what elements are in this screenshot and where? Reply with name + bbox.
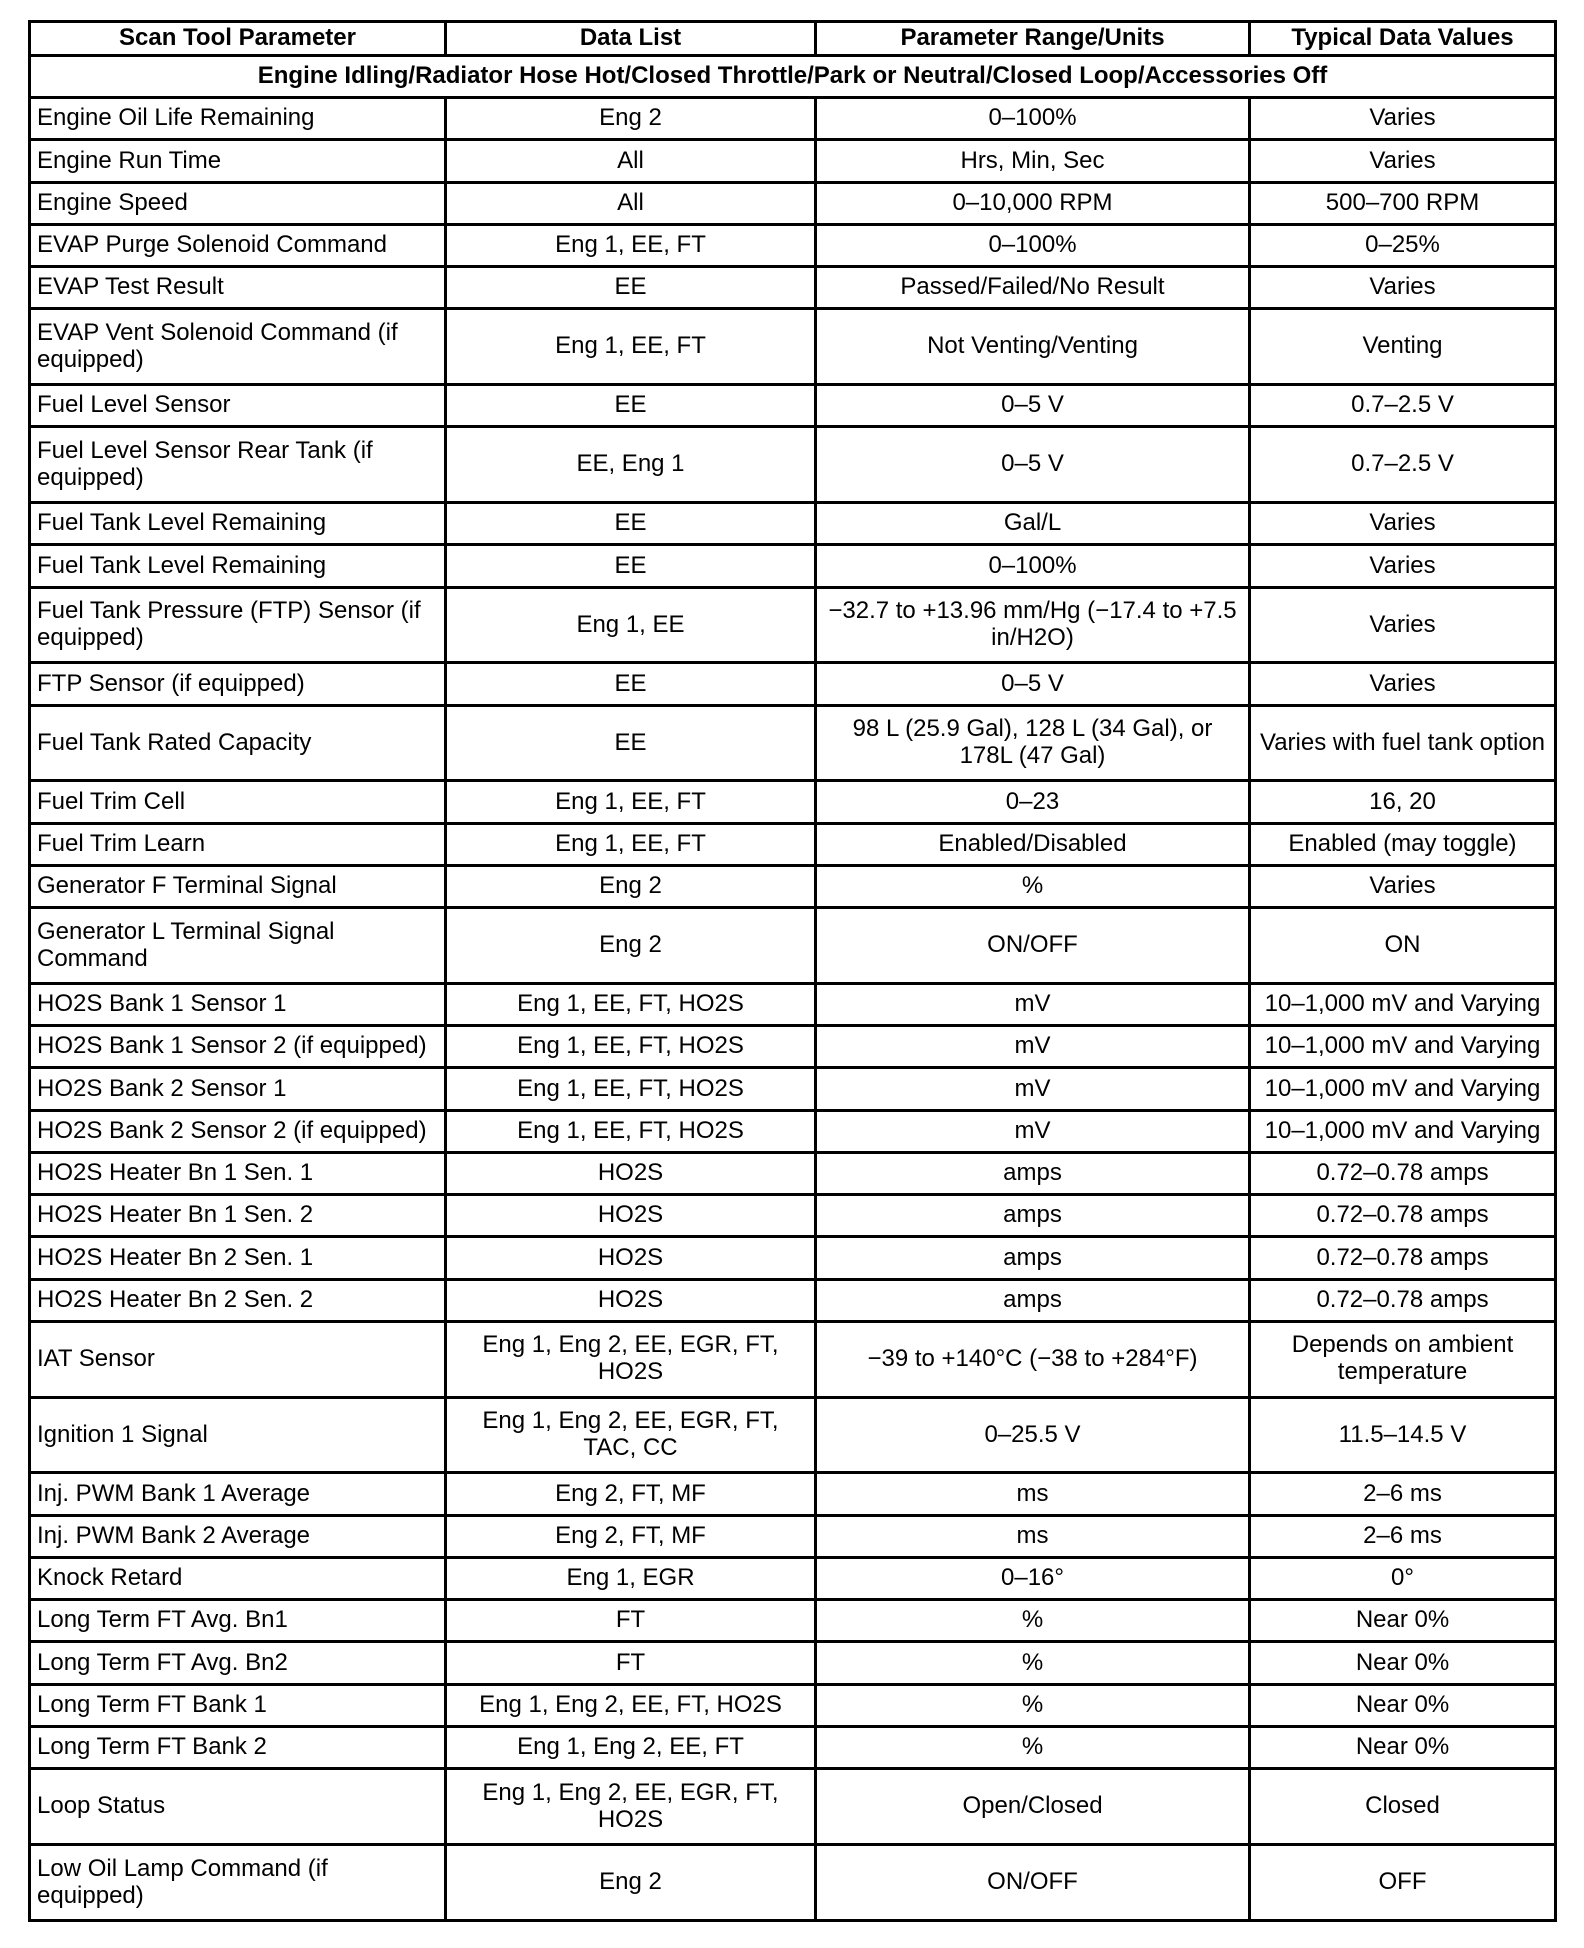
cell-scan-tool-parameter: HO2S Bank 1 Sensor 2 (if equipped): [30, 1026, 446, 1068]
cell-data-list: HO2S: [446, 1237, 816, 1279]
cell-parameter-range: ms: [816, 1515, 1250, 1557]
cell-data-list: Eng 2: [446, 865, 816, 907]
cell-parameter-range: 0–25.5 V: [816, 1397, 1250, 1473]
cell-data-list: Eng 1, EE, FT, HO2S: [446, 1068, 816, 1110]
table-row: [30, 1726, 1556, 1768]
cell-scan-tool-parameter: Knock Retard: [30, 1557, 446, 1599]
cell-scan-tool-parameter: Fuel Level Sensor Rear Tank (if equipped): [30, 427, 446, 503]
cell-typical-value: Varies: [1250, 98, 1556, 140]
table-row: [30, 781, 1556, 823]
cell-parameter-range: Gal/L: [816, 503, 1250, 545]
table-row: [30, 545, 1556, 587]
table-row: [30, 865, 1556, 907]
cell-scan-tool-parameter: Long Term FT Bank 2: [30, 1726, 446, 1768]
cell-typical-value: Closed: [1250, 1769, 1556, 1845]
cell-parameter-range: %: [816, 1600, 1250, 1642]
cell-data-list: Eng 1, EE, FT: [446, 224, 816, 266]
cell-parameter-range: Not Venting/Venting: [816, 309, 1250, 385]
table-row: [30, 385, 1556, 427]
cell-scan-tool-parameter: Engine Oil Life Remaining: [30, 98, 446, 140]
table-row: [30, 1397, 1556, 1473]
cell-scan-tool-parameter: HO2S Heater Bn 1 Sen. 1: [30, 1152, 446, 1194]
cell-parameter-range: amps: [816, 1195, 1250, 1237]
table-row: [30, 503, 1556, 545]
cell-scan-tool-parameter: Fuel Tank Pressure (FTP) Sensor (if equipped): [30, 587, 446, 663]
cell-typical-value: 10–1,000 mV and Varying: [1250, 1026, 1556, 1068]
cell-parameter-range: Open/Closed: [816, 1769, 1250, 1845]
cell-scan-tool-parameter: HO2S Heater Bn 2 Sen. 2: [30, 1279, 446, 1321]
cell-parameter-range: %: [816, 1726, 1250, 1768]
cell-data-list: EE, Eng 1: [446, 427, 816, 503]
cell-parameter-range: %: [816, 1642, 1250, 1684]
cell-data-list: HO2S: [446, 1152, 816, 1194]
cell-scan-tool-parameter: Engine Run Time: [30, 140, 446, 182]
table-row: [30, 140, 1556, 182]
cell-parameter-range: Passed/Failed/No Result: [816, 267, 1250, 309]
cell-typical-value: Varies: [1250, 587, 1556, 663]
table-row: [30, 1769, 1556, 1845]
column-header-scan-tool-parameter: Scan Tool Parameter: [30, 22, 446, 56]
cell-typical-value: Near 0%: [1250, 1684, 1556, 1726]
cell-typical-value: Depends on ambient temperature: [1250, 1321, 1556, 1397]
cell-scan-tool-parameter: HO2S Heater Bn 1 Sen. 2: [30, 1195, 446, 1237]
cell-parameter-range: 0–100%: [816, 98, 1250, 140]
cell-data-list: EE: [446, 663, 816, 705]
cell-data-list: EE: [446, 385, 816, 427]
cell-data-list: EE: [446, 705, 816, 781]
cell-scan-tool-parameter: Low Oil Lamp Command (if equipped): [30, 1845, 446, 1921]
cell-data-list: EE: [446, 503, 816, 545]
operating-condition-text: Engine Idling/Radiator Hose Hot/Closed Throttle/Park or Neutral/Closed Loop/Accessories Off: [30, 55, 1556, 97]
cell-typical-value: Varies: [1250, 267, 1556, 309]
table-row: [30, 1642, 1556, 1684]
cell-data-list: Eng 1, EE, FT, HO2S: [446, 1110, 816, 1152]
cell-data-list: Eng 1, EE, FT: [446, 309, 816, 385]
cell-parameter-range: 0–100%: [816, 545, 1250, 587]
cell-typical-value: Varies: [1250, 663, 1556, 705]
cell-typical-value: Varies: [1250, 545, 1556, 587]
cell-typical-value: 0.7–2.5 V: [1250, 385, 1556, 427]
cell-data-list: Eng 1, EE, FT, HO2S: [446, 983, 816, 1025]
cell-data-list: FT: [446, 1600, 816, 1642]
cell-parameter-range: 0–10,000 RPM: [816, 182, 1250, 224]
table-row: [30, 1845, 1556, 1921]
cell-typical-value: 10–1,000 mV and Varying: [1250, 1068, 1556, 1110]
table-row: [30, 587, 1556, 663]
scan-tool-data-table: [28, 20, 1557, 1922]
cell-scan-tool-parameter: HO2S Bank 1 Sensor 1: [30, 983, 446, 1025]
cell-data-list: Eng 1, EE, FT: [446, 823, 816, 865]
cell-data-list: Eng 1, EGR: [446, 1557, 816, 1599]
cell-typical-value: Near 0%: [1250, 1600, 1556, 1642]
cell-data-list: Eng 1, Eng 2, EE, FT, HO2S: [446, 1684, 816, 1726]
cell-typical-value: 0.72–0.78 amps: [1250, 1279, 1556, 1321]
cell-typical-value: ON: [1250, 908, 1556, 984]
table-row: [30, 908, 1556, 984]
cell-parameter-range: amps: [816, 1279, 1250, 1321]
cell-data-list: Eng 2: [446, 908, 816, 984]
table-body: [30, 55, 1556, 1920]
table-row: [30, 267, 1556, 309]
cell-typical-value: 0.72–0.78 amps: [1250, 1195, 1556, 1237]
cell-parameter-range: mV: [816, 1068, 1250, 1110]
cell-data-list: HO2S: [446, 1279, 816, 1321]
cell-parameter-range: −39 to +140°C (−38 to +284°F): [816, 1321, 1250, 1397]
cell-data-list: EE: [446, 267, 816, 309]
cell-typical-value: Enabled (may toggle): [1250, 823, 1556, 865]
cell-data-list: Eng 1, Eng 2, EE, EGR, FT, HO2S: [446, 1321, 816, 1397]
cell-data-list: Eng 2, FT, MF: [446, 1473, 816, 1515]
cell-typical-value: 2–6 ms: [1250, 1515, 1556, 1557]
cell-typical-value: Varies with fuel tank option: [1250, 705, 1556, 781]
cell-parameter-range: amps: [816, 1237, 1250, 1279]
table-row: [30, 663, 1556, 705]
cell-data-list: Eng 1, EE, FT: [446, 781, 816, 823]
column-header-parameter-range-units: Parameter Range/Units: [816, 22, 1250, 56]
cell-typical-value: 0°: [1250, 1557, 1556, 1599]
cell-typical-value: Varies: [1250, 865, 1556, 907]
cell-scan-tool-parameter: Fuel Level Sensor: [30, 385, 446, 427]
cell-typical-value: Near 0%: [1250, 1642, 1556, 1684]
cell-data-list: Eng 2: [446, 98, 816, 140]
cell-scan-tool-parameter: Ignition 1 Signal: [30, 1397, 446, 1473]
table-row: [30, 1068, 1556, 1110]
cell-parameter-range: %: [816, 1684, 1250, 1726]
cell-scan-tool-parameter: Inj. PWM Bank 1 Average: [30, 1473, 446, 1515]
table-row: [30, 1557, 1556, 1599]
cell-scan-tool-parameter: Fuel Tank Rated Capacity: [30, 705, 446, 781]
cell-scan-tool-parameter: FTP Sensor (if equipped): [30, 663, 446, 705]
cell-data-list: Eng 2: [446, 1845, 816, 1921]
column-header-data-list: Data List: [446, 22, 816, 56]
cell-data-list: All: [446, 140, 816, 182]
cell-typical-value: 500–700 RPM: [1250, 182, 1556, 224]
cell-scan-tool-parameter: HO2S Bank 2 Sensor 1: [30, 1068, 446, 1110]
table-row: [30, 182, 1556, 224]
cell-parameter-range: 0–5 V: [816, 385, 1250, 427]
cell-scan-tool-parameter: HO2S Heater Bn 2 Sen. 1: [30, 1237, 446, 1279]
cell-typical-value: Venting: [1250, 309, 1556, 385]
scan-tool-data-document: [28, 20, 1554, 1922]
cell-scan-tool-parameter: Engine Speed: [30, 182, 446, 224]
column-header-typical-data-values: Typical Data Values: [1250, 22, 1556, 56]
cell-data-list: Eng 1, Eng 2, EE, EGR, FT, TAC, CC: [446, 1397, 816, 1473]
cell-scan-tool-parameter: EVAP Purge Solenoid Command: [30, 224, 446, 266]
table-row: [30, 1152, 1556, 1194]
cell-scan-tool-parameter: Fuel Tank Level Remaining: [30, 503, 446, 545]
cell-scan-tool-parameter: Inj. PWM Bank 2 Average: [30, 1515, 446, 1557]
cell-parameter-range: 0–5 V: [816, 427, 1250, 503]
cell-typical-value: 11.5–14.5 V: [1250, 1397, 1556, 1473]
cell-parameter-range: 98 L (25.9 Gal), 128 L (34 Gal), or 178L (47 Gal): [816, 705, 1250, 781]
cell-parameter-range: %: [816, 865, 1250, 907]
table-row: [30, 309, 1556, 385]
cell-parameter-range: ON/OFF: [816, 908, 1250, 984]
table-row: [30, 427, 1556, 503]
cell-parameter-range: mV: [816, 983, 1250, 1025]
cell-typical-value: 0.7–2.5 V: [1250, 427, 1556, 503]
table-row: [30, 1026, 1556, 1068]
cell-scan-tool-parameter: Loop Status: [30, 1769, 446, 1845]
cell-scan-tool-parameter: Long Term FT Bank 1: [30, 1684, 446, 1726]
cell-data-list: Eng 1, EE, FT, HO2S: [446, 1026, 816, 1068]
table-row: [30, 1473, 1556, 1515]
cell-scan-tool-parameter: IAT Sensor: [30, 1321, 446, 1397]
cell-scan-tool-parameter: Fuel Trim Learn: [30, 823, 446, 865]
cell-parameter-range: ON/OFF: [816, 1845, 1250, 1921]
cell-parameter-range: 0–100%: [816, 224, 1250, 266]
table-row: [30, 224, 1556, 266]
cell-typical-value: Varies: [1250, 140, 1556, 182]
cell-parameter-range: mV: [816, 1110, 1250, 1152]
cell-data-list: HO2S: [446, 1195, 816, 1237]
table-row: [30, 705, 1556, 781]
cell-scan-tool-parameter: Generator L Terminal Signal Command: [30, 908, 446, 984]
table-row: [30, 1110, 1556, 1152]
cell-parameter-range: 0–5 V: [816, 663, 1250, 705]
table-row: [30, 1321, 1556, 1397]
cell-parameter-range: 0–16°: [816, 1557, 1250, 1599]
cell-parameter-range: Enabled/Disabled: [816, 823, 1250, 865]
cell-typical-value: Near 0%: [1250, 1726, 1556, 1768]
table-row: [30, 823, 1556, 865]
cell-typical-value: 16, 20: [1250, 781, 1556, 823]
cell-scan-tool-parameter: Long Term FT Avg. Bn2: [30, 1642, 446, 1684]
cell-typical-value: 0.72–0.78 amps: [1250, 1237, 1556, 1279]
cell-scan-tool-parameter: Long Term FT Avg. Bn1: [30, 1600, 446, 1642]
cell-parameter-range: ms: [816, 1473, 1250, 1515]
header-row: [30, 22, 1556, 56]
cell-typical-value: 0.72–0.78 amps: [1250, 1152, 1556, 1194]
table-row: [30, 1237, 1556, 1279]
cell-parameter-range: amps: [816, 1152, 1250, 1194]
cell-typical-value: 2–6 ms: [1250, 1473, 1556, 1515]
cell-typical-value: 10–1,000 mV and Varying: [1250, 983, 1556, 1025]
cell-parameter-range: mV: [816, 1026, 1250, 1068]
table-row: [30, 1195, 1556, 1237]
cell-parameter-range: −32.7 to +13.96 mm/Hg (−17.4 to +7.5 in/H2O): [816, 587, 1250, 663]
cell-data-list: EE: [446, 545, 816, 587]
table-row: [30, 1515, 1556, 1557]
cell-data-list: Eng 2, FT, MF: [446, 1515, 816, 1557]
cell-scan-tool-parameter: Generator F Terminal Signal: [30, 865, 446, 907]
cell-scan-tool-parameter: EVAP Test Result: [30, 267, 446, 309]
cell-scan-tool-parameter: Fuel Tank Level Remaining: [30, 545, 446, 587]
condition-row: [30, 55, 1556, 97]
cell-typical-value: Varies: [1250, 503, 1556, 545]
cell-scan-tool-parameter: EVAP Vent Solenoid Command (if equipped): [30, 309, 446, 385]
table-row: [30, 1684, 1556, 1726]
table-row: [30, 1279, 1556, 1321]
table-row: [30, 1600, 1556, 1642]
cell-data-list: Eng 1, EE: [446, 587, 816, 663]
cell-data-list: FT: [446, 1642, 816, 1684]
table-row: [30, 983, 1556, 1025]
cell-typical-value: 10–1,000 mV and Varying: [1250, 1110, 1556, 1152]
cell-typical-value: 0–25%: [1250, 224, 1556, 266]
cell-data-list: Eng 1, Eng 2, EE, FT: [446, 1726, 816, 1768]
cell-scan-tool-parameter: Fuel Trim Cell: [30, 781, 446, 823]
table-row: [30, 98, 1556, 140]
cell-parameter-range: 0–23: [816, 781, 1250, 823]
cell-scan-tool-parameter: HO2S Bank 2 Sensor 2 (if equipped): [30, 1110, 446, 1152]
cell-parameter-range: Hrs, Min, Sec: [816, 140, 1250, 182]
cell-typical-value: OFF: [1250, 1845, 1556, 1921]
cell-data-list: Eng 1, Eng 2, EE, EGR, FT, HO2S: [446, 1769, 816, 1845]
cell-data-list: All: [446, 182, 816, 224]
